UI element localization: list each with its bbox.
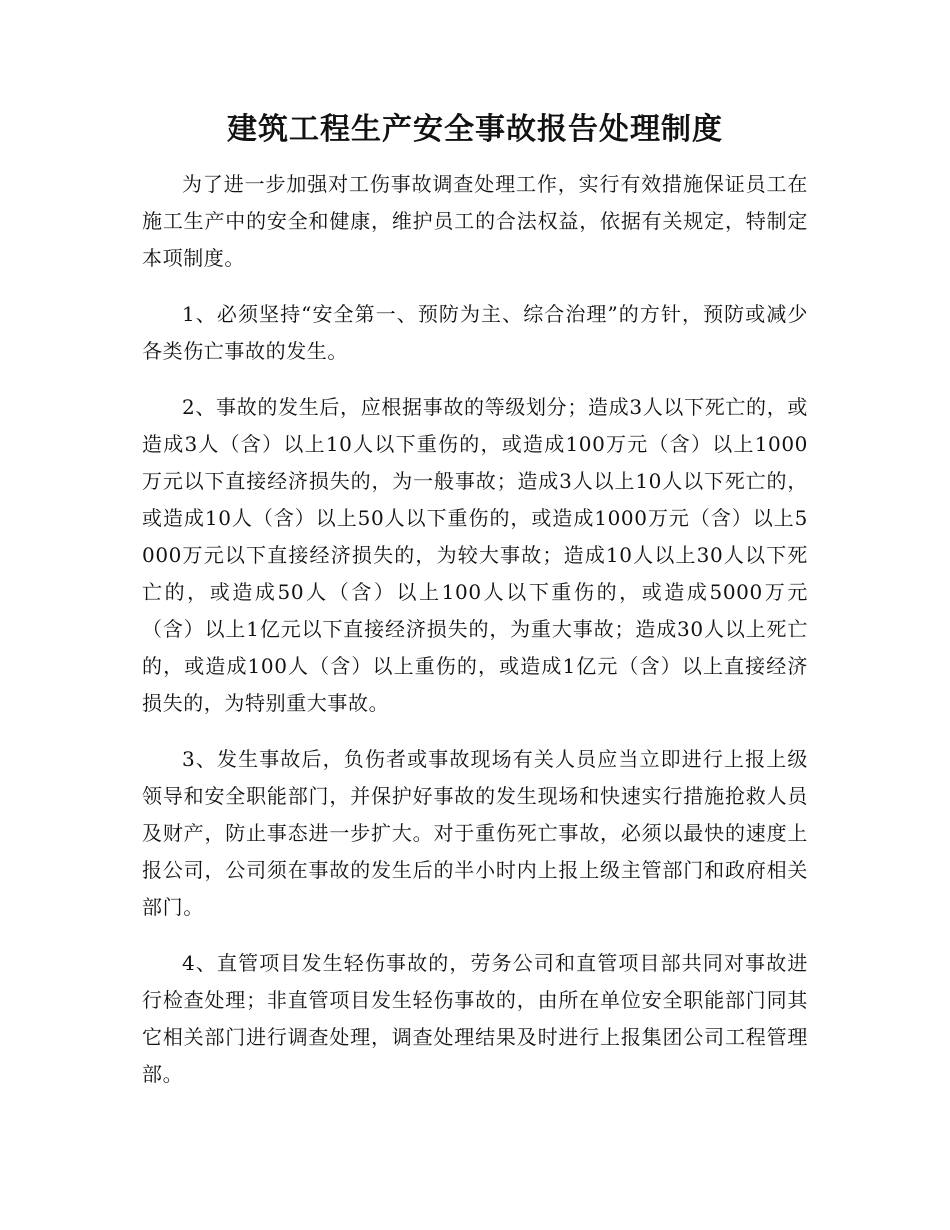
document-body	[142, 166, 808, 1112]
intro-paragraph: 为了进一步加强对工伤事故调查处理工作，实行有效措施保证员工在施工生产中的安全和健康，维护员工的合法权益，依据有关规定，特制定本项制度。	[142, 172, 808, 270]
clause-4-paragraph: 4、直管项目发生轻伤事故的，劳务公司和直管项目部共同对事故进行检查处理；非直管项目发生轻伤事故的，由所在单位安全职能部门同其它相关部门进行调查处理，调查处理结果及时进行上报集团公司工程管理部。	[142, 951, 808, 1086]
clause-3-paragraph: 3、发生事故后，负伤者或事故现场有关人员应当立即进行上报上级领导和安全职能部门，并保护好事故的发生现场和快速实行措施抢救人员及财产，防止事态进一步扩大。对于重伤死亡事故，必须以最快的速度上报公司，公司须在事故的发生后的半小时内上报上级主管部门和政府相关部门。	[142, 747, 808, 919]
document-title: 建筑工程生产安全事故报告处理制度	[227, 112, 723, 147]
clause-1-paragraph: 1、必须坚持“安全第一、预防为主、综合治理”的方针，预防或减少各类伤亡事故的发生。	[142, 302, 808, 363]
clause-2-paragraph: 2、事故的发生后，应根据事故的等级划分；造成3人以下死亡的，或造成3人（含）以上10人以下重伤的，或造成100万元（含）以上1000万元以下直接经济损失的，为一般事故；造成3人以上10人以下死亡的，或造成10人（含）以上50人以下重伤的，或造成1000万元（含）以上5000万元以下直接经济损失的，为较大事故；造成10人以上30人以下死亡的，或造成50人（含）以上100人以下重伤的，或造成5000万元（含）以上1亿元以下直接经济损失的，为重大事故；造成30人以上死亡的，或造成100人（含）以上重伤的，或造成1亿元（含）以上直接经济损失的，为特别重大事故。	[142, 395, 808, 715]
